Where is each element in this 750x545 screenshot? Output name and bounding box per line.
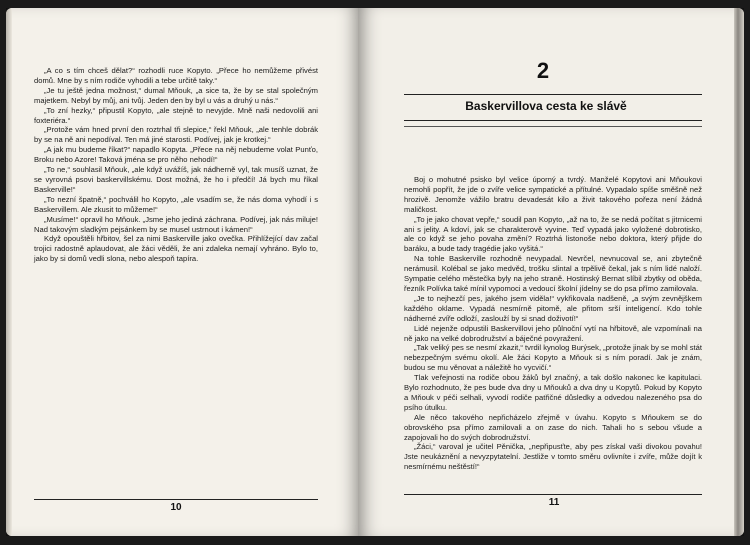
left-body-text	[34, 66, 318, 264]
page-number-left: 10	[170, 502, 182, 513]
footer-rule	[34, 499, 318, 500]
paragraph: „To ne,“ souhlasil Mňouk, „ale když uvážíš, jak nádherně vyl, tak musíš uznat, že se vyrovná psovi baskervillskému. Dost možná, že ho i předčí! Já bych mu říkal Baskerville!“	[34, 165, 318, 194]
paragraph: „Je tu ještě jedna možnost,“ dumal Mňouk, „a sice ta, že by se stal společným majetkem. Nebyl by můj, ani tvůj. Jeden den by byl u vás a druhý u nás.“	[34, 85, 318, 105]
paragraph: „To je jako chovat vepře,“ soudil pan Kopyto, „až na to, že se nedá počítat s jitrnicemi ani s jelity. A kdoví, jak se charakterově vyvine. Teď vypadá jako vyložené dobrotisko, ale co když se jeho povaha změní? Roztrhá listonoše nebo doktora, který přijde do baráku, a bude tady tragédie jako vyšitá.“	[404, 214, 702, 254]
chapter-number: 2	[536, 58, 550, 83]
paragraph: Lidé nejenže odpustili Baskervillovi jeho půlnoční vytí na hřbitově, ale vzpomínali na ně jako na velké dobrodružství a báječné povyražení.	[404, 323, 702, 343]
chapter-title: Baskervillova cesta ke slávě	[465, 99, 627, 113]
paragraph: Tlak veřejnosti na rodiče obou žáků byl značný, a tak došlo nakonec ke kapitulaci. Bylo rozhodnuto, že pes bude dva dny u Mňouků a dva dny u Kopytů. Pokud by Kopyto a Mňouk v péči selhali, vyvodí rodiče patřičné důsledky a odvedou nalezeného psa do psího útulku.	[404, 373, 702, 412]
paragraph: „A co s tím chceš dělat?“ rozhodli ruce Kopyto. „Přece ho nemůžeme přivést domů. Mne by s ním rodiče vyhodili a tebe určitě taky.“	[34, 66, 318, 85]
footer-rule	[404, 494, 702, 495]
paragraph: „Protože vám hned první den roztrhal tři slepice,“ řekl Mňouk, „ale tenhle dobrák by se na ně ani nepodíval. Ten má jiné starosti. Podívej, jak je krotkej.“	[34, 125, 318, 145]
open-book	[6, 8, 744, 536]
page-edge	[6, 8, 12, 536]
right-page	[358, 8, 744, 536]
page-stack-edge	[734, 8, 744, 536]
paragraph: „Tak veliký pes se nesmí zkazit,“ tvrdil kynolog Burýsek, „protože jinak by se mohl stát nebezpečným svému okolí. Ale žáci Kopyto a Mňouk si s ním poradí. Jak je znám, budou se mu věnovat a náležitě ho vycvičí.“	[404, 343, 702, 373]
right-body-text	[404, 175, 702, 472]
paragraph: Když opouštěli hřbitov, šel za nimi Baskerville jako ovečka. Přihlížející dav začal trojici radostně aplaudovat, ale žáci věděli, že ani zdaleka nemají vyhráno. Bylo to, jako by si domů vedli slona, nebo alespoň tapíra.	[34, 234, 318, 264]
paragraph: „Žáci,“ varoval je učitel Pěnička, „nepřipusťte, aby pes získal vaši divokou povahu! Jste neukáznění a nevyzpytatelní. Jestliže v tomto směru ovlivníte i zvíře, může dojít k nesmírnému neštěstí!“	[404, 442, 702, 472]
paragraph: Ale něco takového nepřicházelo zřejmě v úvahu. Kopyto s Mňoukem se do obrovského psa přímo zamilovali a on zase do nich. Tahali ho s sebou všude a zapojovali ho do svých dobrodružství.	[404, 412, 702, 442]
paragraph: „To zní hezky,“ připustil Kopyto, „ale stejně to nevyjde. Mně naši nedovolili ani foxteriéra.“	[34, 105, 318, 125]
page-number-right: 11	[548, 497, 560, 508]
left-page	[6, 8, 360, 536]
paragraph: „Je to nejhezčí pes, jakého jsem viděla!“ vykřikovala nadšeně, „a svým zevnějškem každého oklame. Vypadá nesmírně pitomě, ale přitom srší inteligencí. Kdo tohle nádherné zvíře odloží, zaslouží by si snad doživotí!“	[404, 293, 702, 323]
chapter-rule-bottom	[404, 120, 702, 121]
paragraph: „To nezní špatně,“ pochválil ho Kopyto, „ale vsadím se, že nás doma vyhodí i s Baskervillem. Ale zkusit to můžeme!“	[34, 194, 318, 214]
chapter-rule-top	[404, 94, 702, 95]
chapter-rule-lower	[404, 126, 702, 127]
paragraph: „A jak mu budeme říkat?“ napadlo Kopyta. „Přece na něj nebudeme volat Punťo, Broku nebo Azore! Taková jména se pro něho nehodí!“	[34, 145, 318, 165]
paragraph: „Musíme!“ opravil ho Mňouk. „Jsme jeho jediná záchrana. Podívej, jak nás miluje! Nad takovým sladkým pejsánkem by se musel ustrnout i kámen!“	[34, 214, 318, 234]
paragraph: Boj o mohutné psisko byl velice úporný a tvrdý. Manželé Kopytovi ani Mňoukovi nemohli popřít, že jde o zvíře velice sympatické a přítulné. Vypadalo spíše směšně než hrozivě. Jenomže vážilo bratru devadesát kilo a živit takového pořeza není žádná maličkost.	[404, 175, 702, 214]
paragraph: Na tohle Baskerville rozhodně nevypadal. Nevrčel, nevnucoval se, ani zbytečně nerámusil. Kolébal se jako medvěd, trošku slintal a trpělivě čekal, jak s ním lidé naloží. Sympatie celého městečka byly na jeho straně. Hostinský Bernat slíbil zbytky od oběda, řezník Polívka také mínil vypomoci a vedoucí školní jídelny se do psa přímo zamilovala.	[404, 254, 702, 293]
